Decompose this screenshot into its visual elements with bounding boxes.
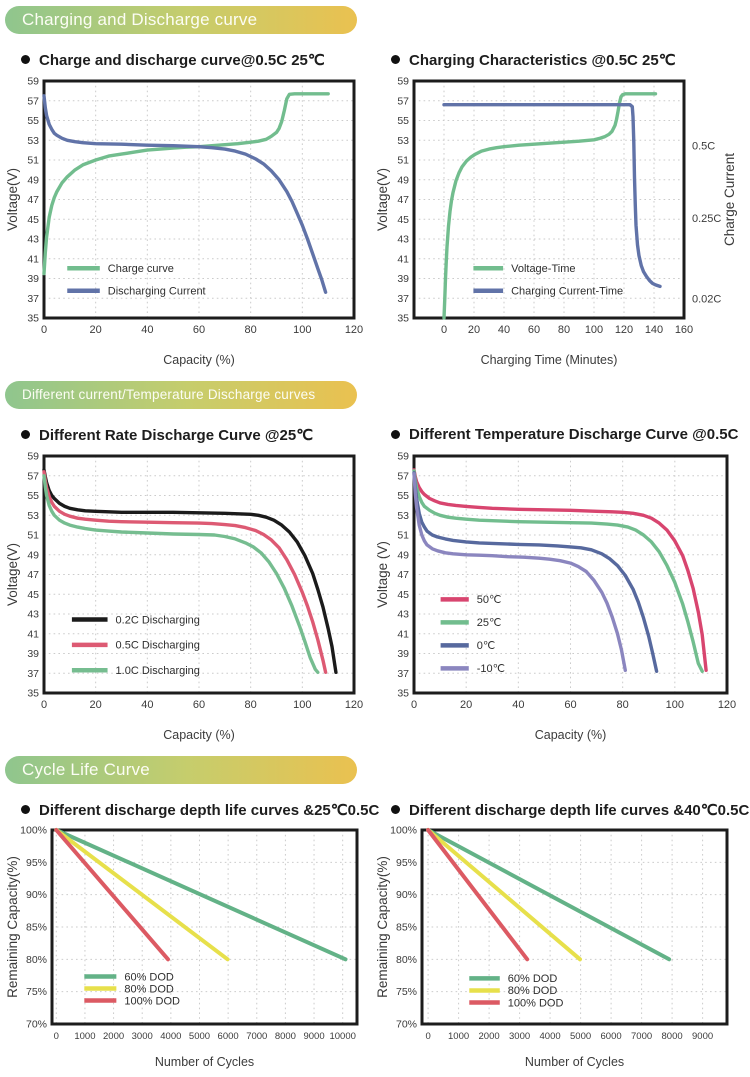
- svg-text:80% DOD: 80% DOD: [124, 983, 174, 996]
- chart-row-3: [0, 792, 750, 1077]
- section-cycle-life-curve: [0, 756, 750, 1077]
- svg-text:6000: 6000: [217, 1031, 239, 1042]
- svg-text:47: 47: [27, 569, 39, 581]
- bullet-icon: [21, 805, 30, 814]
- svg-text:120: 120: [344, 324, 364, 336]
- svg-text:59: 59: [397, 75, 409, 88]
- svg-text:55: 55: [397, 490, 409, 502]
- bullet-icon: [21, 430, 30, 439]
- svg-text:20: 20: [467, 324, 481, 336]
- svg-text:51: 51: [27, 154, 39, 167]
- svg-text:100% DOD: 100% DOD: [124, 995, 180, 1008]
- svg-text:43: 43: [27, 233, 39, 246]
- svg-text:100: 100: [293, 324, 312, 336]
- svg-text:41: 41: [397, 253, 409, 266]
- svg-text:95%: 95%: [25, 856, 47, 869]
- chart-title: [21, 424, 375, 445]
- svg-text:3000: 3000: [509, 1031, 531, 1042]
- svg-text:Voltage(V): Voltage(V): [6, 167, 20, 232]
- svg-text:39: 39: [27, 273, 39, 285]
- svg-text:53: 53: [27, 509, 39, 522]
- chart-title-text: Charge and discharge curve@0.5C 25℃: [39, 51, 325, 69]
- svg-text:55: 55: [27, 490, 39, 502]
- svg-text:7000: 7000: [631, 1031, 653, 1042]
- svg-text:35: 35: [397, 312, 409, 325]
- svg-text:Voltage (V): Voltage (V): [376, 541, 390, 608]
- svg-text:50℃: 50℃: [476, 594, 502, 607]
- svg-text:85%: 85%: [25, 921, 47, 934]
- svg-text:49: 49: [397, 549, 409, 562]
- chart-cycle-life-40c: [376, 792, 750, 1077]
- bullet-icon: [391, 430, 400, 439]
- svg-text:57: 57: [397, 470, 409, 483]
- svg-text:85%: 85%: [395, 921, 417, 934]
- svg-text:49: 49: [27, 549, 39, 562]
- svg-text:0: 0: [425, 1031, 431, 1042]
- svg-text:80%: 80%: [395, 953, 417, 966]
- svg-text:120: 120: [614, 324, 634, 336]
- chart-title-text: Different Temperature Discharge Curve @0.5C: [409, 426, 739, 443]
- chart-row-2: [0, 417, 750, 750]
- svg-text:41: 41: [27, 253, 39, 266]
- svg-text:53: 53: [397, 509, 409, 522]
- svg-text:100%: 100%: [390, 824, 417, 837]
- svg-text:57: 57: [397, 95, 409, 108]
- svg-text:Capacity (%): Capacity (%): [163, 728, 235, 742]
- chart-title: [391, 49, 745, 70]
- svg-text:9000: 9000: [692, 1031, 714, 1042]
- svg-text:51: 51: [27, 529, 39, 542]
- svg-text:100%: 100%: [20, 824, 47, 837]
- svg-text:57: 57: [27, 95, 39, 108]
- svg-text:100: 100: [665, 699, 685, 711]
- svg-text:20: 20: [460, 699, 473, 711]
- svg-text:5000: 5000: [188, 1031, 211, 1042]
- svg-text:37: 37: [397, 292, 409, 305]
- svg-text:43: 43: [397, 608, 409, 621]
- svg-text:49: 49: [27, 174, 39, 187]
- chart-title-text: Charging Characteristics @0.5C 25℃: [409, 51, 676, 69]
- svg-text:60: 60: [192, 324, 206, 336]
- chart-charge-discharge: [6, 42, 375, 375]
- chart-temperature-discharge: [376, 417, 745, 750]
- svg-text:4000: 4000: [539, 1031, 561, 1042]
- svg-text:60% DOD: 60% DOD: [124, 971, 174, 984]
- section-current-temperature-discharge: [0, 381, 750, 750]
- svg-text:Capacity (%): Capacity (%): [163, 353, 235, 367]
- svg-text:75%: 75%: [25, 986, 47, 999]
- svg-text:Remaining Capacity(%): Remaining Capacity(%): [6, 856, 20, 998]
- chart-cycle-life-25c: [6, 792, 380, 1077]
- chart-title-text: Different Rate Discharge Curve @25℃: [39, 426, 314, 444]
- bullet-icon: [391, 805, 400, 814]
- svg-text:39: 39: [397, 273, 409, 285]
- svg-text:-10℃: -10℃: [476, 663, 506, 676]
- svg-text:37: 37: [397, 667, 409, 680]
- svg-text:37: 37: [27, 292, 39, 305]
- svg-text:35: 35: [27, 312, 39, 325]
- svg-text:2000: 2000: [478, 1031, 500, 1042]
- svg-text:59: 59: [27, 450, 39, 463]
- svg-text:Voltage(V): Voltage(V): [376, 167, 390, 232]
- svg-text:0℃: 0℃: [476, 640, 496, 653]
- chart-title: [21, 49, 375, 70]
- svg-text:45: 45: [27, 213, 39, 226]
- svg-text:6000: 6000: [600, 1031, 622, 1042]
- svg-text:1.0C Discharging: 1.0C Discharging: [115, 665, 200, 678]
- svg-text:0: 0: [53, 1031, 59, 1042]
- svg-text:60: 60: [527, 324, 541, 336]
- svg-text:53: 53: [397, 134, 409, 147]
- svg-text:95%: 95%: [395, 856, 417, 869]
- svg-text:20: 20: [89, 699, 102, 711]
- svg-text:20: 20: [89, 324, 102, 336]
- svg-text:0: 0: [410, 699, 418, 711]
- chart-canvas-cycle-life-25c: [6, 822, 371, 1072]
- svg-text:4000: 4000: [160, 1031, 182, 1042]
- header-pill-cycle-life: [5, 756, 357, 784]
- chart-title-text: Different discharge depth life curves &25℃0.5C: [39, 801, 380, 819]
- svg-text:8000: 8000: [661, 1031, 683, 1042]
- chart-charging-characteristics: [376, 42, 745, 375]
- svg-text:9000: 9000: [303, 1031, 325, 1042]
- svg-text:1000: 1000: [74, 1031, 96, 1042]
- svg-text:40: 40: [497, 324, 511, 336]
- svg-text:100% DOD: 100% DOD: [507, 997, 564, 1010]
- svg-text:45: 45: [397, 213, 409, 226]
- svg-text:0.5C: 0.5C: [692, 140, 716, 153]
- chart-canvas-temperature-discharge: [376, 447, 741, 745]
- chart-canvas-cycle-life-40c: [376, 822, 741, 1072]
- svg-text:8000: 8000: [274, 1031, 296, 1042]
- svg-text:51: 51: [397, 154, 409, 167]
- svg-text:120: 120: [344, 699, 364, 711]
- svg-text:10000: 10000: [329, 1031, 356, 1042]
- svg-text:7000: 7000: [246, 1031, 268, 1042]
- svg-text:47: 47: [397, 569, 409, 581]
- svg-text:80%: 80%: [25, 953, 47, 966]
- svg-text:Discharging Current: Discharging Current: [107, 285, 206, 298]
- svg-text:0.2C Discharging: 0.2C Discharging: [115, 614, 200, 627]
- svg-text:Charging Current-Time: Charging Current-Time: [511, 285, 624, 298]
- chart-canvas-charge-discharge: [6, 72, 371, 370]
- svg-text:90%: 90%: [395, 889, 417, 902]
- chart-title-text: Different discharge depth life curves &40℃0.5C: [409, 801, 750, 819]
- bullet-icon: [21, 55, 30, 64]
- svg-text:41: 41: [397, 628, 409, 641]
- svg-text:55: 55: [397, 115, 409, 127]
- svg-text:35: 35: [397, 687, 409, 700]
- svg-text:60: 60: [564, 699, 577, 711]
- svg-text:Voltage-Time: Voltage-Time: [511, 263, 576, 276]
- svg-text:160: 160: [674, 324, 694, 336]
- chart-canvas-charging-characteristics: [376, 72, 741, 370]
- chart-row-1: [0, 42, 750, 375]
- svg-text:39: 39: [27, 648, 39, 660]
- svg-text:120: 120: [717, 699, 737, 711]
- svg-text:49: 49: [397, 174, 409, 187]
- svg-text:0.5C Discharging: 0.5C Discharging: [115, 639, 200, 652]
- svg-text:47: 47: [27, 194, 39, 206]
- svg-text:80: 80: [244, 699, 257, 711]
- svg-text:90%: 90%: [25, 889, 47, 902]
- section-charging-discharge-curve: [0, 6, 750, 375]
- svg-text:Number of Cycles: Number of Cycles: [524, 1055, 625, 1069]
- section-header-label: Charging and Discharge curve: [22, 10, 258, 29]
- svg-text:80: 80: [557, 324, 571, 336]
- svg-text:70%: 70%: [25, 1018, 47, 1031]
- svg-text:55: 55: [27, 115, 39, 127]
- svg-text:Capacity (%): Capacity (%): [534, 728, 607, 742]
- svg-text:0.02C: 0.02C: [692, 293, 722, 306]
- svg-text:0: 0: [40, 699, 48, 711]
- svg-text:80: 80: [244, 324, 257, 336]
- svg-text:51: 51: [397, 529, 409, 542]
- svg-text:59: 59: [27, 75, 39, 88]
- svg-text:3000: 3000: [131, 1031, 153, 1042]
- svg-text:Remaining Capacity(%): Remaining Capacity(%): [376, 856, 390, 998]
- svg-text:45: 45: [27, 588, 39, 601]
- chart-title: [21, 799, 380, 820]
- chart-rate-discharge: [6, 417, 375, 750]
- header-pill-current-temperature: [5, 381, 357, 409]
- svg-text:43: 43: [397, 233, 409, 246]
- svg-text:45: 45: [397, 588, 409, 601]
- svg-text:100: 100: [293, 699, 312, 711]
- svg-text:60: 60: [192, 699, 206, 711]
- svg-text:75%: 75%: [395, 986, 417, 999]
- svg-text:Voltage(V): Voltage(V): [6, 542, 20, 607]
- svg-text:37: 37: [27, 667, 39, 680]
- svg-text:57: 57: [27, 470, 39, 483]
- svg-text:53: 53: [27, 134, 39, 147]
- chart-canvas-rate-discharge: [6, 447, 371, 745]
- svg-text:60% DOD: 60% DOD: [507, 973, 558, 986]
- battery-curves-sheet: [0, 6, 750, 1069]
- svg-text:59: 59: [397, 450, 409, 463]
- svg-text:70%: 70%: [395, 1018, 417, 1031]
- svg-text:80: 80: [616, 699, 629, 711]
- svg-text:80% DOD: 80% DOD: [507, 985, 558, 998]
- svg-text:Charge Current: Charge Current: [722, 152, 737, 247]
- svg-text:1000: 1000: [448, 1031, 470, 1042]
- chart-title: [391, 799, 750, 820]
- svg-text:35: 35: [27, 687, 39, 700]
- bullet-icon: [391, 55, 400, 64]
- svg-text:Charge curve: Charge curve: [107, 263, 174, 276]
- svg-text:40: 40: [141, 699, 154, 711]
- svg-text:43: 43: [27, 608, 39, 621]
- section-header-label: Cycle Life Curve: [22, 760, 150, 779]
- svg-text:140: 140: [644, 324, 664, 336]
- svg-text:Number of Cycles: Number of Cycles: [154, 1055, 255, 1069]
- chart-title: [391, 424, 745, 445]
- svg-text:40: 40: [512, 699, 525, 711]
- section-header-label: Different current/Temperature Discharge curves: [22, 387, 316, 402]
- svg-text:40: 40: [141, 324, 154, 336]
- svg-text:39: 39: [397, 648, 409, 660]
- svg-text:25℃: 25℃: [476, 617, 502, 630]
- svg-text:0: 0: [40, 324, 48, 336]
- svg-text:100: 100: [584, 324, 604, 336]
- svg-text:47: 47: [397, 194, 409, 206]
- svg-text:0.25C: 0.25C: [692, 212, 722, 225]
- svg-text:2000: 2000: [103, 1031, 125, 1042]
- svg-text:Charging Time (Minutes): Charging Time (Minutes): [480, 353, 618, 367]
- svg-text:41: 41: [27, 628, 39, 641]
- svg-text:5000: 5000: [570, 1031, 592, 1042]
- header-pill-charging-discharge: [5, 6, 357, 34]
- svg-text:0: 0: [440, 324, 448, 336]
